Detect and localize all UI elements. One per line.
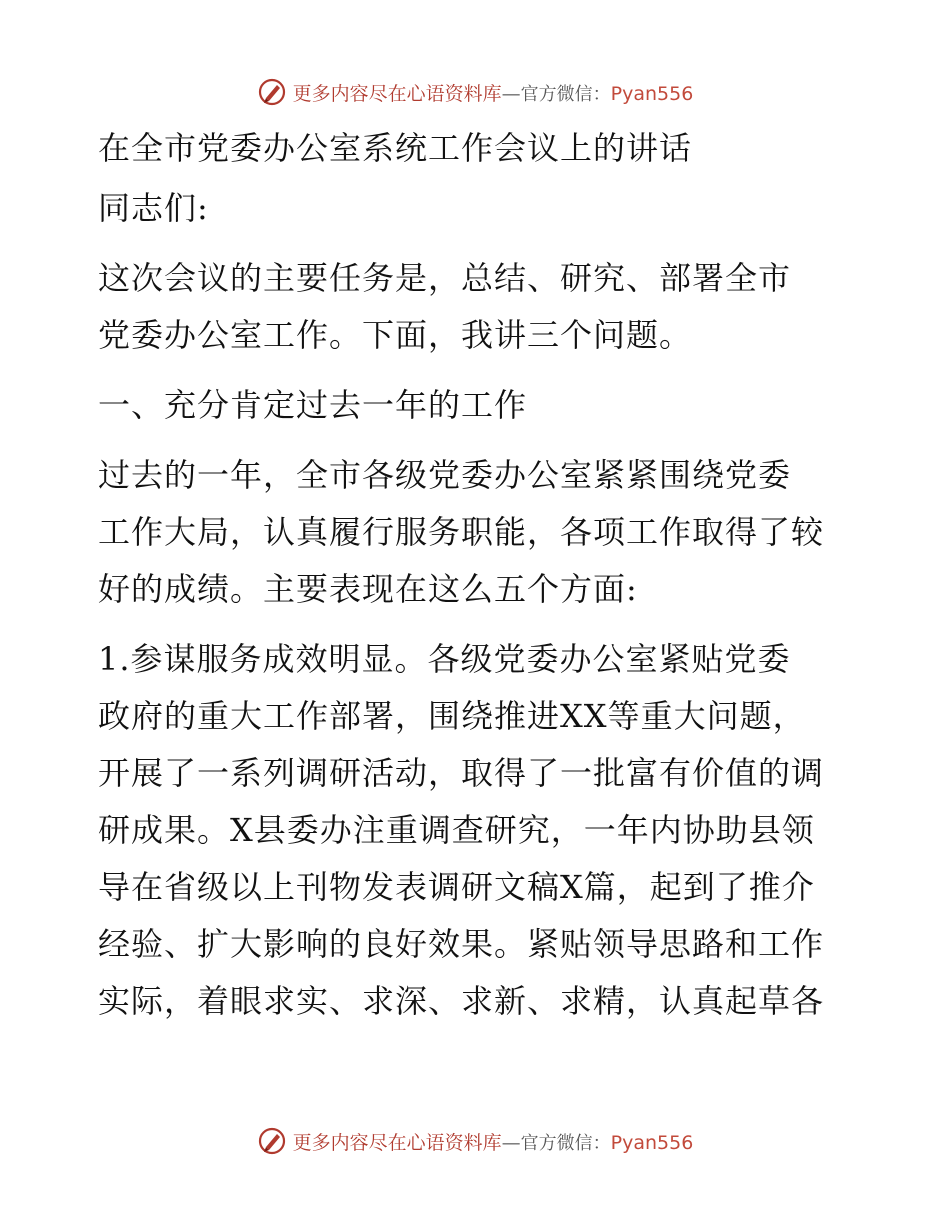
salutation: 同志们:	[98, 189, 209, 227]
footer-banner	[0, 1121, 950, 1161]
paragraph-line: 工作大局，认真履行服务职能，各项工作取得了较	[98, 513, 825, 551]
paragraph-intro	[98, 250, 858, 364]
paragraph-line: 政府的重大工作部署，围绕推进XX等重大问题，	[98, 697, 806, 735]
paragraph-line: 这次会议的主要任务是，总结、研究、部署全市	[98, 259, 792, 297]
paragraph-review	[98, 447, 858, 618]
banner-wechat-id: Pyan556	[610, 1131, 694, 1154]
pen-logo-icon	[257, 77, 287, 107]
document-title: 在全市党委办公室系统工作会议上的讲话	[98, 129, 693, 167]
banner-separator: —	[501, 1131, 521, 1154]
paragraph-point-1	[98, 631, 858, 1030]
paragraph-line: 开展了一系列调研活动，取得了一批富有价值的调	[98, 754, 825, 792]
paragraph-line: 导在省级以上刊物发表调研文稿X篇，起到了推介	[98, 868, 815, 906]
banner-separator: —	[501, 82, 521, 105]
banner-text	[293, 79, 694, 106]
paragraph-line: 好的成绩。主要表现在这么五个方面:	[98, 570, 638, 608]
paragraph-line: 经验、扩大影响的良好效果。紧贴领导思路和工作	[98, 925, 825, 963]
paragraph-line: 党委办公室工作。下面，我讲三个问题。	[98, 316, 693, 354]
paragraph-line: 1.参谋服务成效明显。各级党委办公室紧贴党委	[98, 640, 791, 678]
section-heading: 一、充分肯定过去一年的工作	[98, 386, 528, 424]
banner-site-name: 更多内容尽在心语资料库	[292, 1131, 502, 1154]
banner-wechat-id: Pyan556	[610, 82, 694, 105]
paragraph-line: 研成果。X县委办注重调查研究，一年内协助县领	[98, 811, 815, 849]
banner-wechat-label: 官方微信：	[520, 83, 611, 105]
banner-wechat-label: 官方微信：	[520, 1132, 611, 1154]
pen-logo-icon	[257, 1126, 287, 1156]
banner-text	[293, 1128, 694, 1155]
banner-site-name: 更多内容尽在心语资料库	[292, 82, 502, 105]
header-banner	[0, 72, 950, 112]
paragraph-line: 过去的一年，全市各级党委办公室紧紧围绕党委	[98, 456, 792, 494]
paragraph-line: 实际，着眼求实、求深、求新、求精，认真起草各	[98, 982, 825, 1020]
document-body	[98, 118, 858, 1030]
